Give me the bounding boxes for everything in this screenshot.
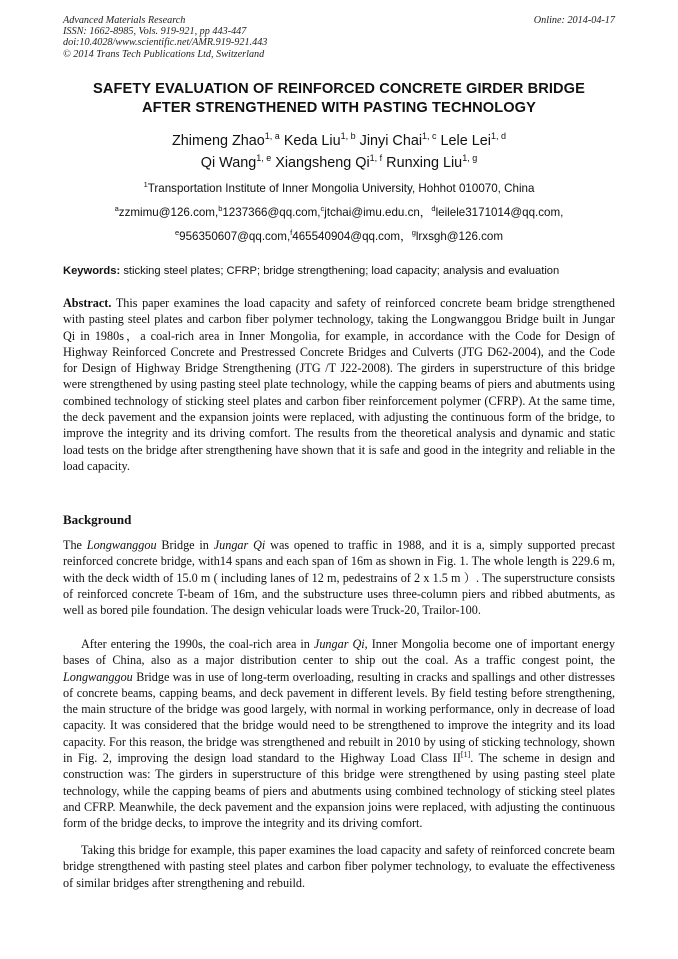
author-name: Jinyi Chai <box>359 133 423 149</box>
text-run: . The scheme in design and construction was: The girders in superstructure of this bridge were strengthened by using pasting steel plate technology, while the capping beams of piers and abutments using combined technology of sticking steel plates and CFRP. Meanwhile, the deck pavement and the expansion joins were replaced, with adjusting the continuous form of the bridge decks, to improve the integrity and its driving comfort. <box>63 751 615 831</box>
email-link[interactable]: leilele3171014@qq.com, <box>435 206 564 219</box>
journal-name: Advanced Materials Research <box>63 15 186 26</box>
email-link[interactable]: jtchai@imu.edu.cn， <box>324 206 432 219</box>
copyright-line: © 2014 Trans Tech Publications Ltd, Switzerland <box>63 48 265 60</box>
text-run: After entering the 1990s, the coal-rich area in <box>81 637 314 651</box>
author-affiliation-mark: 1, f <box>369 153 383 164</box>
author-name: Lele Lei <box>440 133 491 149</box>
author-affiliation-mark: 1, d <box>490 131 506 142</box>
author-affiliation-mark: 1, a <box>264 131 280 142</box>
abstract-label: Abstract. <box>63 296 112 310</box>
email-mark: c <box>320 204 325 214</box>
email-link[interactable]: 1237366@qq.com, <box>222 206 321 219</box>
paper-title <box>40 80 638 118</box>
email-mark: d <box>431 204 436 214</box>
author-name: Qi Wang <box>200 155 257 171</box>
email-mark: e <box>174 228 180 238</box>
bridge-name: Longwanggou <box>86 538 157 552</box>
keywords-text: sticking steel plates; CFRP; bridge strengthening; load capacity; analysis and evaluation <box>123 265 560 277</box>
author-affiliation-mark: 1, e <box>256 153 272 164</box>
place-name: Jungar Qi <box>313 637 365 651</box>
author-name: Runxing Liu <box>386 155 463 171</box>
author-affiliation-mark: 1, b <box>340 131 356 142</box>
author-name: Keda Liu <box>283 133 341 149</box>
email-link[interactable]: 956350607@qq.com, <box>179 230 291 243</box>
text-run: , Inner Mongolia become one of important energy bases of China, also as a major distribution center to ship out the coal. As a traffic congest point, the <box>63 637 615 668</box>
keywords-label: Keywords: <box>63 265 121 277</box>
affiliation-text: Transportation Institute of Inner Mongolia University, Hohhot 010070, China <box>147 182 535 195</box>
citation-ref[interactable]: [1] <box>460 750 471 760</box>
abstract-text: This paper examines the load capacity and safety of reinforced concrete beam bridge strengthened with pasting steel plates and carbon fiber polymer technology, taking the Longwanggou Bridge built in Jungar Qi in 1980s，a coal-rich area in Inner Mongolia, for example, in accordance with the Code for Design of Highway Reinforced Concrete and Prestressed Concrete Bridges and Culverts (JTG D62-2004), and the Code for Design of Highway Bridge Strengthening (JTG /T J22-2008). The girders in superstructure of this bridge were strengthened by using pasting steel plate technology, while the capping beams of piers and abutments using combined technology of sticking steel plates and carbon fiber reinforcement polymer (CFRP). At the same time, the deck pavement and the expansion joints were replaced, with adjusting the continuous form of the bridge, to improve the integrity and its driving comfort. The results from the theoretical analysis and dynamic and static load tests on the bridge after strengthening have shown that it is safe and good in the integrity and reliable in the load capacity. <box>63 296 616 473</box>
text-run: was opened to traffic in 1988, and it is a, simply supported precast reinforced concrete bridge, with14 spans and each span of 16m as shown in Fig. 1. The whole length is 229.6 m, with the deck width of 15.0 m ( including lanes of 12 m, pedestrains of 2 x 1.5 m ）. The superstructure consists of reinforced concrete T-beam of 16m, and the substructure uses three-column piers and ribbed abutments, as well as bored pile foundation. The design vehicular loads were Truck-20, Trailor-100. <box>63 538 615 618</box>
email-link[interactable]: zzmimu@126.com, <box>118 206 219 219</box>
author-line-2 <box>40 152 638 174</box>
issn-line: ISSN: 1662-8985, Vols. 919-921, pp 443-447 <box>63 26 247 38</box>
email-mark: f <box>290 228 293 238</box>
author-name: Xiangsheng Qi <box>275 155 370 171</box>
journal-header <box>63 15 267 60</box>
title-line-2: AFTER STRENGTHENED WITH PASTING TECHNOLOGY <box>142 100 536 116</box>
online-date: Online: 2014-04-17 <box>533 15 615 26</box>
email-mark: b <box>218 204 223 214</box>
email-link[interactable]: lrxsgh@126.com <box>415 230 504 243</box>
section-heading-background: Background <box>63 512 132 527</box>
author-affiliation-mark: 1, c <box>422 131 437 142</box>
affiliation-mark: 1 <box>143 180 148 190</box>
affiliation <box>40 178 638 200</box>
email-mark: g <box>411 228 416 238</box>
background-paragraph-2 <box>63 636 615 832</box>
email-link[interactable]: 465540904@qq.com， <box>292 230 412 243</box>
email-line-1 <box>40 202 638 224</box>
email-line-2 <box>40 226 638 248</box>
email-mark: a <box>114 204 119 214</box>
author-name: Zhimeng Zhao <box>172 133 265 149</box>
keywords <box>63 263 618 279</box>
text-run: Bridge in <box>156 538 214 552</box>
text-run: The <box>63 538 87 552</box>
text-run: Bridge was in use of long-term overloading, resulting in cracks and spallings and other distresses of concrete beams, capping beams, and deck pavement in different levels. By field testing before strengthening, the main structure of the bridge was good largely, with normal in working performance, only in decrease of load capacity. It was considered that the bridge would need to be strengthened to improve the integrity and its load capacity. For this reason, the bridge was strengthened and rebuilt in 2010 by using of sticking technology, shown in Fig. 2, improving the design load standard to the Highway Load Class II <box>63 669 615 766</box>
bridge-name: Longwanggou <box>63 669 133 684</box>
background-paragraph-3: Taking this bridge for example, this paper examines the load capacity and safety of reinforced concrete beam bridge strengthened with pasting steel plates and carbon fiber polymer technology, to evaluate the effectiveness of similar bridges after strengthening and rebuild. <box>63 843 615 890</box>
author-line-1 <box>40 130 638 152</box>
background-paragraph-1 <box>63 537 615 618</box>
place-name: Jungar Qi <box>213 538 266 552</box>
abstract <box>63 295 615 474</box>
title-line-1: SAFETY EVALUATION OF REINFORCED CONCRETE GIRDER BRIDGE <box>93 81 585 97</box>
author-affiliation-mark: 1, g <box>462 153 478 164</box>
doi-line[interactable]: doi:10.4028/www.scientific.net/AMR.919-921.443 <box>63 37 268 49</box>
